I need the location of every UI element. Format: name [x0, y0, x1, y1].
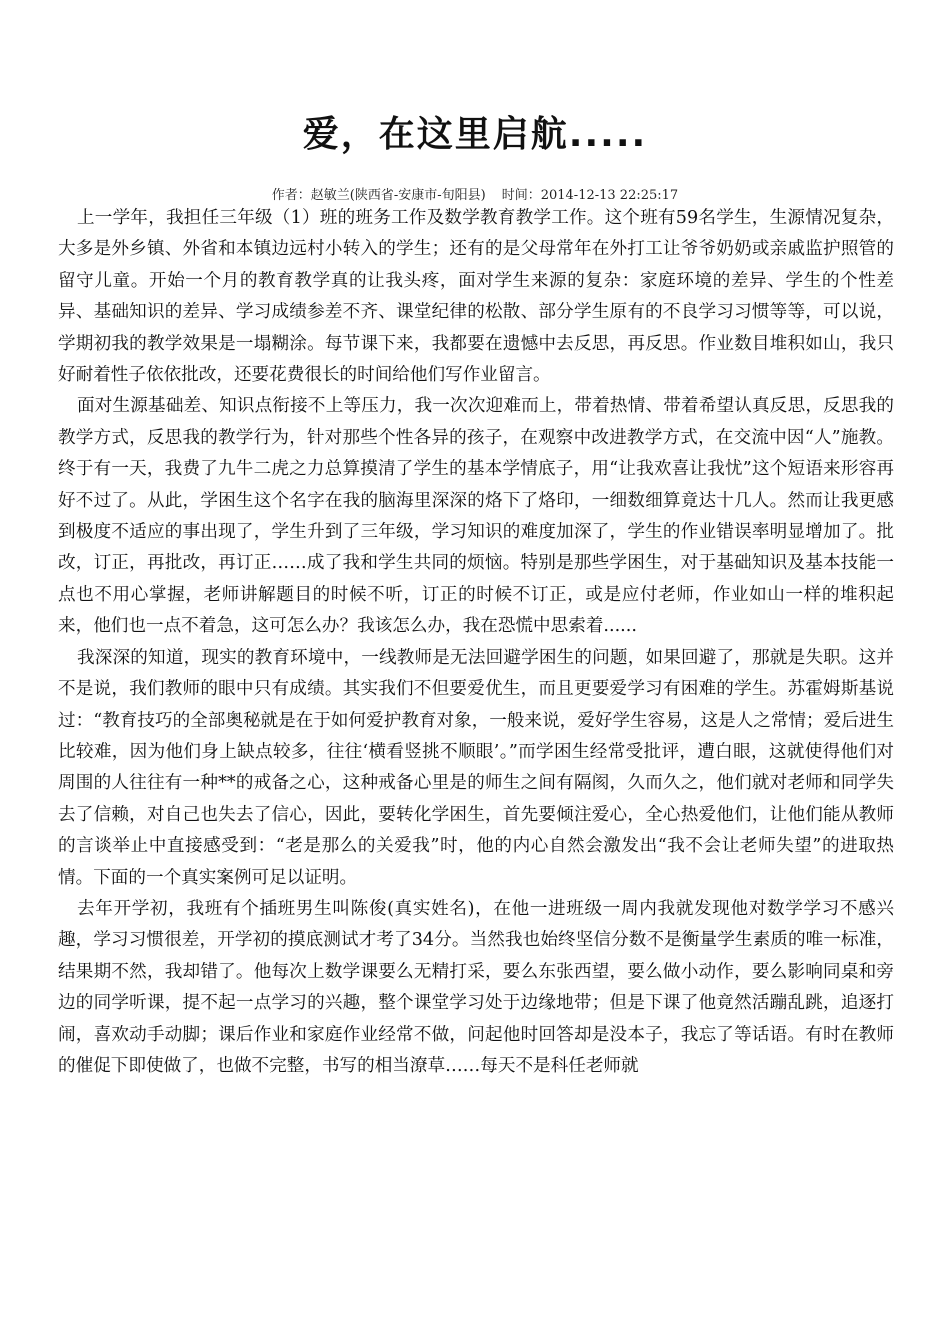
author-info: 作者：赵敏兰(陕西省-安康市-旬阳县)	[271, 188, 486, 203]
publish-time: 时间：2014-12-13 22:25:17	[501, 188, 679, 203]
paragraph-1: 上一学年，我担任三年级（1）班的班务工作及数学教育教学工作。这个班有59名学生，生源情况复杂，大多是外乡镇、外省和本镇边远村小转入的学生；还有的是父母常年在外打工让爷爷奶奶或亲戚监护照管的留守儿童。开始一个月的教育教学真的让我头疼，面对学生来源的复杂：家庭环境的差异、学生的个性差异、基础知识的差异、学习成绩参差不齐、课堂纪律的松散、部分学生原有的不良学习习惯等等，可以说，学期初我的教学效果是一塌糊涂。每节课下来，我都要在遗憾中去反思，再反思。作业数目堆积如山，我只好耐着性子依依批改，还要花费很长的时间给他们写作业留言。	[58, 208, 894, 386]
paragraph-4: 去年开学初，我班有个插班男生叫陈俊(真实姓名)，在他一进班级一周内我就发现他对数学学习不感兴趣，学习习惯很差，开学初的摸底测试才考了34分。当然我也始终坚信分数不是衡量学生素质的唯一标准，结果期不然，我却错了。他每次上数学课要么无精打采，要么东张西望，要么做小动作，要么影响同桌和旁边的同学听课，提不起一点学习的兴趣，整个课堂学习处于边缘地带；但是下课了他竟然活蹦乱跳，追逐打闹，喜欢动手动脚；课后作业和家庭作业经常不做，问起他时回答却是没本子，我忘了等话语。有时在教师的催促下即使做了，也做不完整，书写的相当潦草……每天不是科任老师就	[58, 898, 894, 1076]
article-body	[58, 203, 894, 1082]
document-title: 爱，在这里启航.....	[302, 114, 648, 155]
paragraph-3: 我深深的知道，现实的教育环境中，一线教师是无法回避学困生的问题，如果回避了，那就是失职。这并不是说，我们教师的眼中只有成绩。其实我们不但要爱优生，而且更要爱学习有困难的学生。苏霍姆斯基说过：“教育技巧的全部奥秘就是在于如何爱护教育对象，一般来说，爱好学生容易，这是人之常情；爱后进生比较难，因为他们身上缺点较多，往往‘横看竖挑不顺眼’。”而学困生经常受批评，遭白眼，这就使得他们对周围的人往往有一种**的戒备之心，这种戒备心里是的师生之间有隔阂，久而久之，他们就对老师和同学失去了信赖，对自己也失去了信心，因此，要转化学困生，首先要倾注爱心，全心热爱他们，让他们能从教师的言谈举止中直接感受到：“老是那么的关爱我”时，他的内心自然会激发出“我不会让老师失望”的进取热情。下面的一个真实案例可足以证明。	[58, 647, 894, 888]
paragraph-2: 面对生源基础差、知识点衔接不上等压力，我一次次迎难而上，带着热情、带着希望认真反思，反思我的教学方式，反思我的教学行为，针对那些个性各异的孩子，在观察中改进教学方式，在交流中因“人”施教。终于有一天，我费了九牛二虎之力总算摸清了学生的基本学情底子，用“让我欢喜让我忧”这个短语来形容再好不过了。从此，学困生这个名字在我的脑海里深深的烙下了烙印，一细数细算竟达十几人。然而让我更感到极度不适应的事出现了，学生升到了三年级，学习知识的难度加深了，学生的作业错误率明显增加了。批改，订正，再批改，再订正……成了我和学生共同的烦恼。特别是那些学困生，对于基础知识及基本技能一点也不用心掌握，老师讲解题目的时候不听，订正的时候不订正，或是应付老师，作业如山一样的堆积起来，他们也一点不着急，这可怎么办？我该怎么办，我在恐慌中思索着......	[58, 396, 894, 637]
